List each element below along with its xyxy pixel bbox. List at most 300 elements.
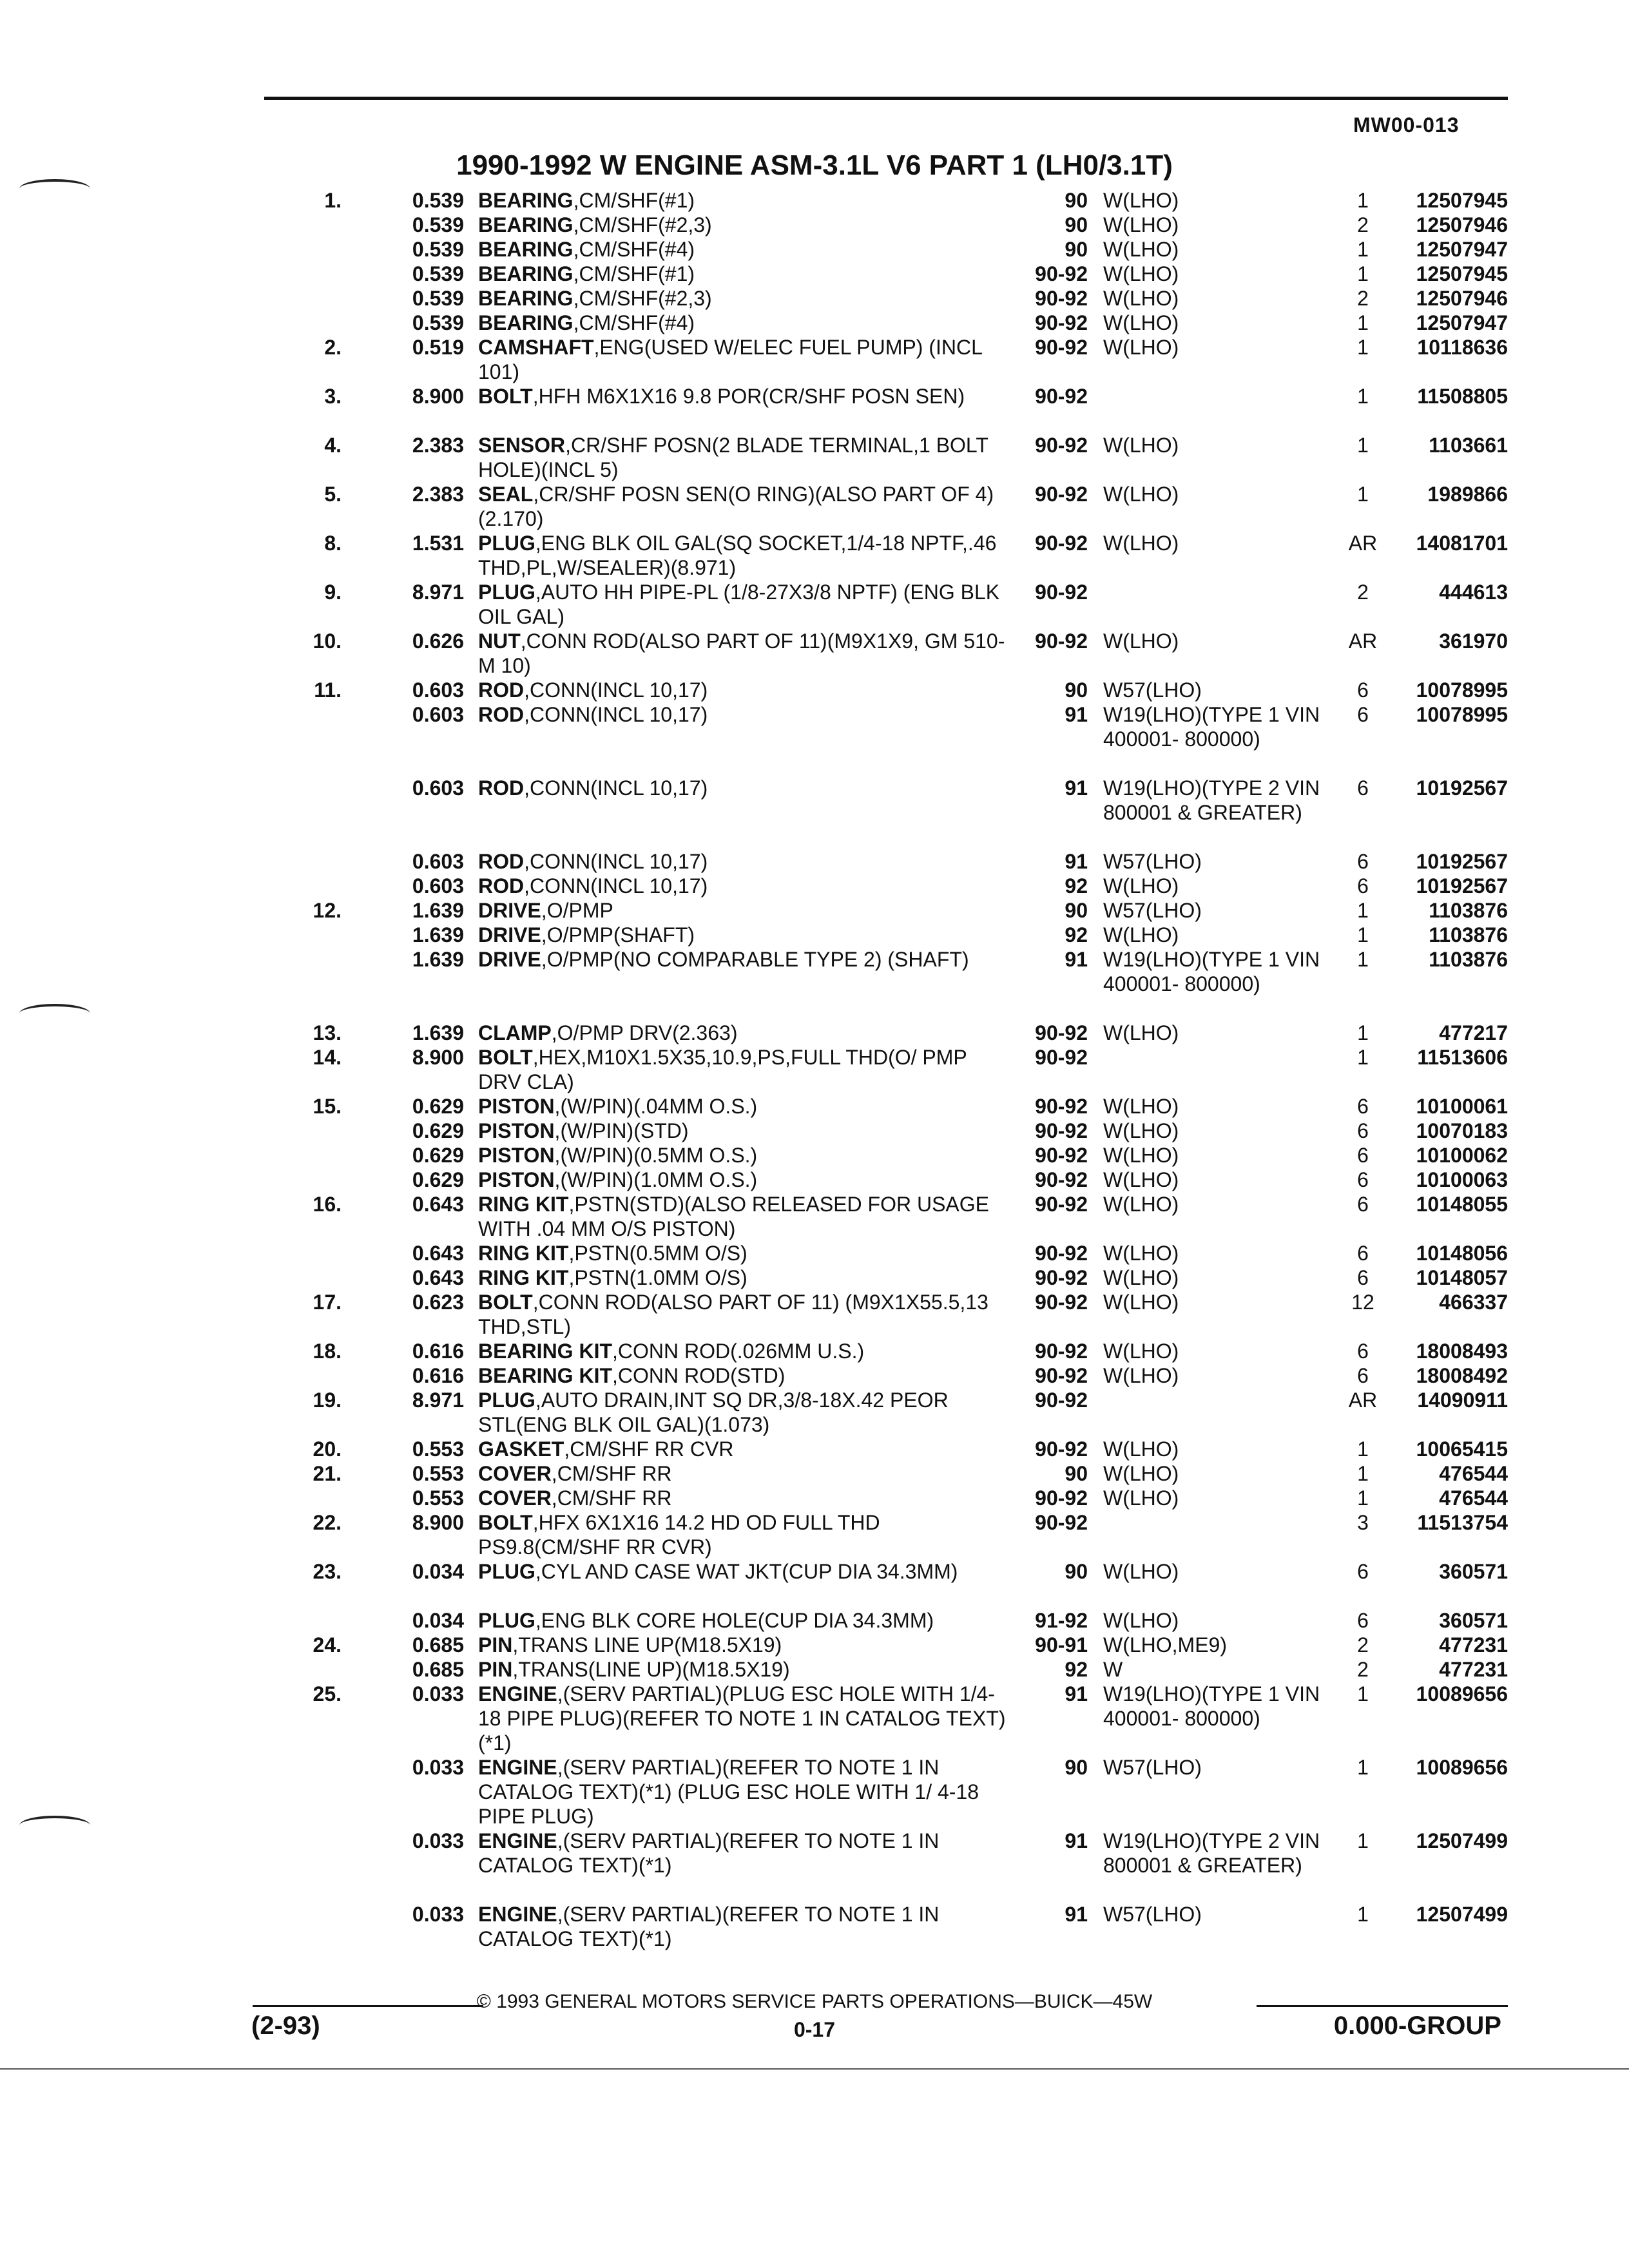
group-number: 0.643 — [412, 1242, 464, 1265]
part-detail: ,CONN(INCL 10,17) — [524, 678, 708, 702]
part-detail: ,(W/PIN)(0.5MM O.S.) — [554, 1144, 758, 1167]
group-number: 2.383 — [412, 434, 464, 457]
quantity: 1 — [1357, 1486, 1369, 1510]
model-year: 90-92 — [1035, 483, 1088, 506]
model-year: 90 — [1065, 189, 1088, 212]
part-number: 10148056 — [1416, 1242, 1508, 1265]
model-year: 91 — [1065, 703, 1088, 726]
part-number: 10192567 — [1416, 850, 1508, 873]
part-name: ENGINE — [478, 1682, 557, 1706]
quantity: 6 — [1357, 703, 1369, 726]
group-number: 0.553 — [412, 1486, 464, 1510]
part-name: CLAMP — [478, 1021, 552, 1044]
table-row — [0, 188, 1629, 213]
model-code: W(LHO) — [1103, 629, 1179, 653]
part-detail: ,CONN(INCL 10,17) — [524, 776, 708, 800]
group-number: 0.539 — [412, 238, 464, 261]
part-number: 1989866 — [1427, 483, 1508, 506]
part-description — [478, 237, 1007, 262]
part-number: 361970 — [1439, 629, 1508, 653]
part-description — [478, 384, 1007, 408]
quantity: 6 — [1357, 1168, 1369, 1191]
model-year: 90 — [1065, 1756, 1088, 1779]
group-number: 0.553 — [412, 1437, 464, 1461]
quantity: 1 — [1357, 238, 1369, 261]
part-number: 10089656 — [1416, 1756, 1508, 1779]
part-number: 360571 — [1439, 1609, 1508, 1632]
part-description — [478, 776, 1007, 800]
group-number: 0.603 — [412, 776, 464, 800]
part-detail: ,CM/SHF(#4) — [573, 311, 695, 334]
part-description — [478, 1608, 1007, 1633]
part-number: 12507947 — [1416, 238, 1508, 261]
model-year: 90-92 — [1035, 1437, 1088, 1461]
table-row — [0, 947, 1629, 1021]
model-year: 91-92 — [1035, 1609, 1088, 1632]
group-number: 0.626 — [412, 629, 464, 653]
part-name: ROD — [478, 850, 525, 873]
model-code: W(LHO) — [1103, 1560, 1179, 1583]
ref-number: 8. — [324, 532, 342, 555]
part-number: 1103876 — [1429, 899, 1508, 922]
model-code: W19(LHO)(TYPE 1 VIN 400001- 800000) — [1103, 1682, 1320, 1730]
quantity: AR — [1348, 1389, 1378, 1412]
part-name: PLUG — [478, 581, 535, 604]
part-detail: ,CM/SHF(#2,3) — [573, 287, 712, 310]
quantity: 1 — [1357, 1437, 1369, 1461]
quantity: 6 — [1357, 776, 1369, 800]
part-name: BEARING — [478, 262, 574, 285]
group-number: 1.639 — [412, 1021, 464, 1044]
page-number: 0-17 — [793, 2018, 836, 2041]
part-detail: ,O/PMP — [541, 899, 613, 922]
part-number: 476544 — [1439, 1462, 1508, 1485]
quantity: 12 — [1351, 1291, 1374, 1314]
table-row — [0, 898, 1629, 923]
model-year: 90-92 — [1035, 1389, 1088, 1412]
quantity: 6 — [1357, 1193, 1369, 1216]
quantity: 1 — [1357, 1046, 1369, 1069]
part-description — [478, 1510, 1007, 1559]
quantity: 1 — [1357, 385, 1369, 408]
model-code: W(LHO) — [1103, 1021, 1179, 1044]
group-number: 0.539 — [412, 189, 464, 212]
part-name: DRIVE — [478, 948, 541, 971]
part-detail: ,CM/SHF(#1) — [573, 189, 695, 212]
part-number: 12507945 — [1416, 189, 1508, 212]
part-description — [478, 531, 1007, 580]
part-number: 10089656 — [1416, 1682, 1508, 1706]
part-detail: ,(SERV PARTIAL)(REFER TO NOTE 1 IN CATALOG TEXT)(*1) — [478, 1903, 940, 1950]
ref-number: 2. — [324, 336, 342, 359]
ref-number: 21. — [313, 1462, 342, 1485]
quantity: 6 — [1357, 678, 1369, 702]
top-rule — [264, 97, 1508, 100]
model-code: W(LHO) — [1103, 238, 1179, 261]
part-detail: ,O/PMP DRV(2.363) — [551, 1021, 738, 1044]
part-name: COVER — [478, 1486, 552, 1510]
model-code: W(LHO) — [1103, 1193, 1179, 1216]
quantity: 6 — [1357, 1560, 1369, 1583]
model-code: W(LHO) — [1103, 311, 1179, 334]
part-number: 10148057 — [1416, 1266, 1508, 1289]
quantity: 1 — [1357, 1462, 1369, 1485]
model-year: 90 — [1065, 1462, 1088, 1485]
part-detail: ,TRANS(LINE UP)(M18.5X19) — [512, 1658, 790, 1681]
model-year: 90-92 — [1035, 1340, 1088, 1363]
ref-number: 12. — [313, 899, 342, 922]
model-year: 90-92 — [1035, 1046, 1088, 1069]
part-name: ROD — [478, 776, 525, 800]
quantity: 1 — [1357, 948, 1369, 971]
model-code: W(LHO) — [1103, 1095, 1179, 1118]
part-name: BOLT — [478, 385, 533, 408]
model-code: W19(LHO)(TYPE 2 VIN 800001 & GREATER) — [1103, 1829, 1320, 1877]
group-number: 0.685 — [412, 1658, 464, 1681]
part-detail: ,O/PMP(SHAFT) — [541, 923, 695, 947]
table-row — [0, 678, 1629, 702]
part-name: PLUG — [478, 1609, 535, 1632]
quantity: 2 — [1357, 287, 1369, 310]
part-name: CAMSHAFT — [478, 336, 594, 359]
quantity: 1 — [1357, 189, 1369, 212]
table-row — [0, 286, 1629, 311]
part-detail: ,CM/SHF(#1) — [573, 262, 695, 285]
part-detail: ,CONN ROD(ALSO PART OF 11) (M9X1X55.5,13 THD,STL) — [478, 1291, 988, 1338]
group-number: 0.616 — [412, 1364, 464, 1387]
group-number: 1.639 — [412, 899, 464, 922]
model-year: 90-91 — [1035, 1633, 1088, 1657]
quantity: 1 — [1357, 262, 1369, 285]
ref-number: 10. — [313, 629, 342, 653]
part-detail: ,(SERV PARTIAL)(REFER TO NOTE 1 IN CATALOG TEXT)(*1) (PLUG ESC HOLE WITH 1/ 4-18 PIPE PLUG) — [478, 1756, 979, 1828]
group-number: 0.603 — [412, 850, 464, 873]
part-description — [478, 1265, 1007, 1290]
table-row — [0, 1559, 1629, 1608]
group-number: 0.553 — [412, 1462, 464, 1485]
part-description — [478, 1559, 1007, 1584]
model-code: W(LHO) — [1103, 1242, 1179, 1265]
part-number: 10070183 — [1416, 1119, 1508, 1142]
part-detail: ,CM/SHF RR CVR — [564, 1437, 734, 1461]
part-name: DRIVE — [478, 899, 541, 922]
model-code: W(LHO) — [1103, 532, 1179, 555]
table-row — [0, 1021, 1629, 1045]
group-number: 1.531 — [412, 532, 464, 555]
ref-number: 4. — [324, 434, 342, 457]
part-name: BEARING — [478, 311, 574, 334]
ref-number: 18. — [313, 1340, 342, 1363]
group-number: 8.900 — [412, 385, 464, 408]
part-name: ENGINE — [478, 1756, 557, 1779]
model-code: W57(LHO) — [1103, 1903, 1202, 1926]
quantity: 3 — [1357, 1511, 1369, 1534]
group-number: 0.643 — [412, 1193, 464, 1216]
group-number: 2.383 — [412, 483, 464, 506]
table-row — [0, 1045, 1629, 1094]
group-number: 0.603 — [412, 874, 464, 898]
model-code: W(LHO) — [1103, 213, 1179, 236]
quantity: 1 — [1357, 1021, 1369, 1044]
model-code: W(LHO) — [1103, 287, 1179, 310]
part-description — [478, 1657, 1007, 1682]
part-name: SENSOR — [478, 434, 566, 457]
part-detail: ,(W/PIN)(STD) — [554, 1119, 689, 1142]
quantity: 2 — [1357, 1658, 1369, 1681]
part-number: 12507499 — [1416, 1829, 1508, 1852]
table-row — [0, 1461, 1629, 1486]
quantity: 6 — [1357, 1242, 1369, 1265]
part-description — [478, 433, 1007, 482]
part-description — [478, 947, 1007, 972]
table-row — [0, 1192, 1629, 1241]
part-detail: ,CM/SHF RR — [551, 1486, 672, 1510]
model-year: 92 — [1065, 1658, 1088, 1681]
model-code: W(LHO) — [1103, 1119, 1179, 1142]
quantity: 1 — [1357, 434, 1369, 457]
model-year: 90 — [1065, 1560, 1088, 1583]
part-description — [478, 1461, 1007, 1486]
model-year: 90-92 — [1035, 1486, 1088, 1510]
part-description — [478, 1339, 1007, 1363]
group-number: 0.603 — [412, 703, 464, 726]
part-description — [478, 923, 1007, 947]
quantity: 6 — [1357, 1119, 1369, 1142]
model-code: W19(LHO)(TYPE 1 VIN 400001- 800000) — [1103, 948, 1320, 995]
model-year: 90-92 — [1035, 1364, 1088, 1387]
part-name: RING KIT — [478, 1242, 569, 1265]
group-number: 8.971 — [412, 1389, 464, 1412]
model-year: 90-92 — [1035, 1291, 1088, 1314]
model-code: W57(LHO) — [1103, 899, 1202, 922]
part-number: 11513606 — [1417, 1046, 1508, 1069]
model-year: 90-92 — [1035, 1119, 1088, 1142]
part-name: PLUG — [478, 532, 535, 555]
part-name: ENGINE — [478, 1903, 557, 1926]
ref-number: 24. — [313, 1633, 342, 1657]
part-detail: ,ENG(USED W/ELEC FUEL PUMP) (INCL 101) — [478, 336, 982, 383]
model-year: 91 — [1065, 1829, 1088, 1852]
table-row — [0, 1829, 1629, 1902]
part-detail: ,HFX 6X1X16 14.2 HD OD FULL THD PS9.8(CM/SHF RR CVR) — [478, 1511, 880, 1559]
part-description — [478, 898, 1007, 923]
model-code: W(LHO) — [1103, 874, 1179, 898]
table-row — [0, 1902, 1629, 1951]
ref-number: 14. — [313, 1046, 342, 1069]
date-code: (2-93) — [251, 2012, 320, 2040]
group-number: 0.034 — [412, 1609, 464, 1632]
quantity: 1 — [1357, 1682, 1369, 1706]
part-detail: ,HEX,M10X1.5X35,10.9,PS,FULL THD(O/ PMP DRV CLA) — [478, 1046, 967, 1093]
ref-number: 25. — [313, 1682, 342, 1706]
part-number: 1103876 — [1429, 923, 1508, 947]
table-row — [0, 923, 1629, 947]
part-detail: ,TRANS LINE UP(M18.5X19) — [512, 1633, 782, 1657]
table-row — [0, 262, 1629, 286]
model-year: 90-92 — [1035, 311, 1088, 334]
group-label: 0.000-GROUP — [1333, 2012, 1501, 2040]
part-description — [478, 1682, 1007, 1755]
group-number: 1.639 — [412, 923, 464, 947]
group-number: 0.033 — [412, 1829, 464, 1852]
model-code: W(LHO) — [1103, 1340, 1179, 1363]
part-name: BEARING — [478, 213, 574, 236]
model-year: 90-92 — [1035, 1193, 1088, 1216]
part-number: 444613 — [1439, 581, 1508, 604]
model-code: W(LHO) — [1103, 1266, 1179, 1289]
quantity: 6 — [1357, 1095, 1369, 1118]
part-name: PLUG — [478, 1389, 535, 1412]
part-number: 14090911 — [1417, 1389, 1508, 1412]
group-number: 0.539 — [412, 287, 464, 310]
part-number: 477217 — [1439, 1021, 1508, 1044]
part-number: 477231 — [1439, 1658, 1508, 1681]
table-row — [0, 1755, 1629, 1829]
group-number: 0.539 — [412, 262, 464, 285]
part-name: PIN — [478, 1633, 513, 1657]
ref-number: 13. — [313, 1021, 342, 1044]
quantity: 6 — [1357, 1364, 1369, 1387]
model-year: 90 — [1065, 213, 1088, 236]
part-name: BOLT — [478, 1046, 533, 1069]
model-year: 90-92 — [1035, 629, 1088, 653]
quantity: 6 — [1357, 1266, 1369, 1289]
part-detail: ,PSTN(1.0MM O/S) — [568, 1266, 747, 1289]
part-detail: ,CM/SHF RR — [551, 1462, 672, 1485]
table-row — [0, 1094, 1629, 1119]
part-detail: ,HFH M6X1X16 9.8 POR(CR/SHF POSN SEN) — [532, 385, 965, 408]
group-number: 8.971 — [412, 581, 464, 604]
model-code: W(LHO) — [1103, 1364, 1179, 1387]
part-description — [478, 1363, 1007, 1388]
table-row — [0, 1682, 1629, 1755]
model-year: 90-92 — [1035, 1242, 1088, 1265]
ref-number: 23. — [313, 1560, 342, 1583]
part-number: 10118636 — [1417, 336, 1508, 359]
group-number: 0.685 — [412, 1633, 464, 1657]
table-row — [0, 1241, 1629, 1265]
group-number: 0.603 — [412, 678, 464, 702]
parts-table — [0, 188, 1629, 1951]
model-year: 90-92 — [1035, 1095, 1088, 1118]
quantity: 1 — [1357, 336, 1369, 359]
table-row — [0, 1363, 1629, 1388]
table-row — [0, 849, 1629, 874]
model-code: W(LHO) — [1103, 483, 1179, 506]
model-code: W(LHO) — [1103, 434, 1179, 457]
model-year: 91 — [1065, 776, 1088, 800]
quantity: 1 — [1357, 311, 1369, 334]
part-number: 10100063 — [1416, 1168, 1508, 1191]
model-code: W(LHO) — [1103, 262, 1179, 285]
table-row — [0, 482, 1629, 531]
part-number: 10100062 — [1416, 1144, 1508, 1167]
ref-number: 20. — [313, 1437, 342, 1461]
part-number: 12507946 — [1416, 213, 1508, 236]
page-code: MW00-013 — [1353, 113, 1460, 137]
part-number: 18008492 — [1416, 1364, 1508, 1387]
part-number: 12507945 — [1416, 262, 1508, 285]
model-year: 90-92 — [1035, 287, 1088, 310]
group-number: 1.639 — [412, 948, 464, 971]
part-detail: ,CM/SHF(#4) — [573, 238, 695, 261]
part-detail: ,AUTO HH PIPE-PL (1/8-27X3/8 NPTF) (ENG BLK OIL GAL) — [478, 581, 1000, 628]
quantity: 6 — [1357, 1340, 1369, 1363]
part-description — [478, 580, 1007, 629]
part-description — [478, 849, 1007, 874]
part-detail: ,CONN ROD(ALSO PART OF 11)(M9X1X9, GM 510-M 10) — [478, 629, 1005, 677]
part-description — [478, 262, 1007, 286]
ref-number: 11. — [314, 678, 342, 702]
table-row — [0, 874, 1629, 898]
table-row — [0, 1339, 1629, 1363]
part-number: 12507499 — [1416, 1903, 1508, 1926]
group-number: 0.033 — [412, 1756, 464, 1779]
part-description — [478, 1755, 1007, 1829]
table-row — [0, 1657, 1629, 1682]
part-detail: ,CM/SHF(#2,3) — [573, 213, 712, 236]
part-name: SEAL — [478, 483, 534, 506]
table-row — [0, 384, 1629, 433]
part-description — [478, 1902, 1007, 1951]
model-year: 90-92 — [1035, 1144, 1088, 1167]
part-detail: ,(W/PIN)(1.0MM O.S.) — [554, 1168, 758, 1191]
part-detail: ,CYL AND CASE WAT JKT(CUP DIA 34.3MM) — [535, 1560, 958, 1583]
ref-number: 5. — [324, 483, 342, 506]
model-year: 90 — [1065, 238, 1088, 261]
part-detail: ,CONN(INCL 10,17) — [524, 703, 708, 726]
part-number: 1103876 — [1429, 948, 1508, 971]
group-number: 8.900 — [412, 1511, 464, 1534]
part-name: PIN — [478, 1658, 513, 1681]
ref-number: 19. — [313, 1389, 342, 1412]
part-number: 466337 — [1439, 1291, 1508, 1314]
model-code: W(LHO) — [1103, 923, 1179, 947]
ref-number: 1. — [324, 189, 342, 212]
part-description — [478, 1486, 1007, 1510]
part-description — [478, 1388, 1007, 1437]
group-number: 8.900 — [412, 1046, 464, 1069]
part-detail: ,(SERV PARTIAL)(PLUG ESC HOLE WITH 1/4-18 PIPE PLUG)(REFER TO NOTE 1 IN CATALOG TEXT)(*1) — [478, 1682, 1006, 1754]
quantity: 1 — [1357, 923, 1369, 947]
table-row — [0, 580, 1629, 629]
quantity: 6 — [1357, 850, 1369, 873]
model-code: W(LHO) — [1103, 1609, 1179, 1632]
part-number: 14081701 — [1416, 532, 1508, 555]
part-description — [478, 1192, 1007, 1241]
table-row — [0, 1633, 1629, 1657]
model-year: 90-92 — [1035, 262, 1088, 285]
quantity: AR — [1348, 629, 1378, 653]
part-number: 10192567 — [1416, 776, 1508, 800]
part-description — [478, 1290, 1007, 1339]
model-year: 91 — [1065, 1903, 1088, 1926]
model-year: 90-92 — [1035, 336, 1088, 359]
part-detail: ,CR/SHF POSN(2 BLADE TERMINAL,1 BOLT HOLE)(INCL 5) — [478, 434, 988, 481]
model-code: W57(LHO) — [1103, 678, 1202, 702]
part-number: 12507946 — [1416, 287, 1508, 310]
table-row — [0, 335, 1629, 384]
quantity: AR — [1348, 532, 1378, 555]
table-row — [0, 702, 1629, 776]
model-code: W — [1103, 1658, 1123, 1681]
model-code: W(LHO) — [1103, 189, 1179, 212]
part-name: ROD — [478, 874, 525, 898]
model-year: 91 — [1065, 850, 1088, 873]
group-number: 0.616 — [412, 1340, 464, 1363]
model-year: 90-92 — [1035, 1021, 1088, 1044]
part-description — [478, 1633, 1007, 1657]
